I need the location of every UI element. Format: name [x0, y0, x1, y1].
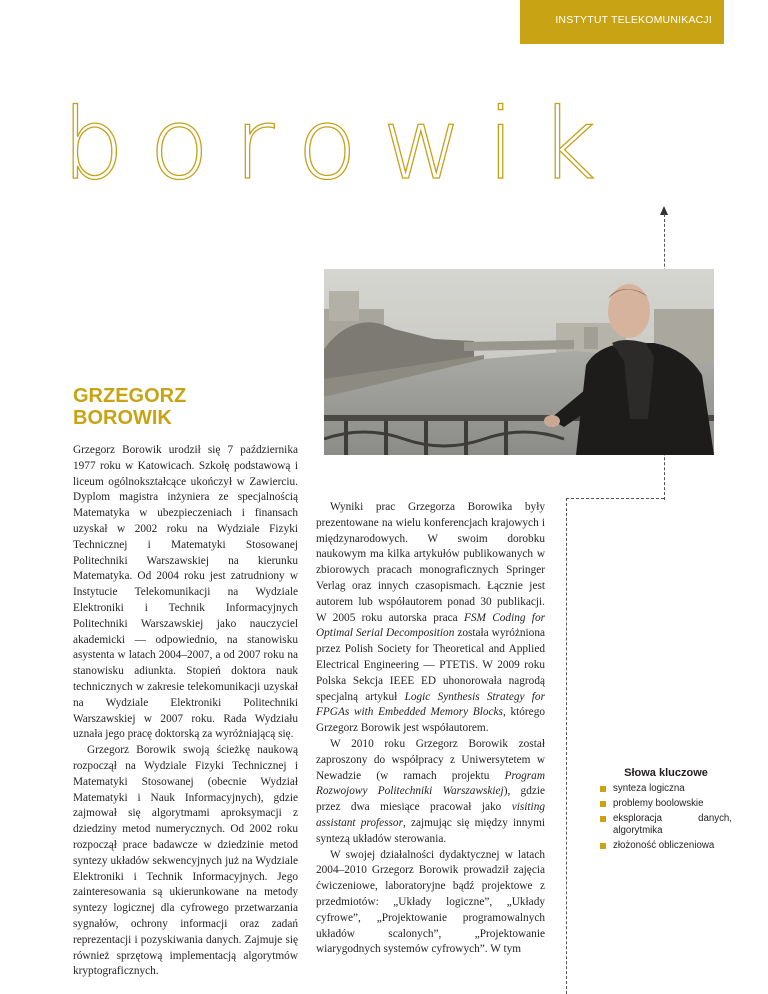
- person-last-name: BOROWIK: [73, 407, 172, 429]
- section-header-tab: [520, 0, 724, 44]
- keywords-title: Słowa kluczowe: [624, 767, 708, 779]
- bio-paragraph: Grzegorz Borowik urodził się 7 października 1977 roku w Katowicach. Szkołę podstawową i liceum ogólnokształcące ukończył w Zawierciu. Dyplom magistra inżyniera ze specjalnością Matematyka w ubezpieczeniach i finansach uzyskał w 2002 roku na Wydziale Fizyki Technicznej i Matematyki Stosowanej Politechniki Warszawskiej na kierunku Matematyka. Od 2004 roku jest zatrudniony w Instytucie Telekomunikacji na Wydziale Elektroniki i Technik Informacyjnych Politechniki Warszawskiej jako nauczyciel akademicki — odpowiednio, na stanowisku asystenta w latach 2004–2007, a od 2007 roku na stanowisku adiunkta. Stopień doktora nauk technicznych w zakresie telekomunikacji uzyskał na Wydziale Elektroniki Politechniki Warszawskiej w 2007 roku. Rada Wydziału uznała jego pracę doktorską za wyróżniającą się.: [73, 444, 298, 741]
- keyword-item: synteza logiczna: [600, 783, 732, 795]
- keywords-list: [600, 783, 732, 852]
- person-first-name: GRZEGORZ: [73, 385, 187, 407]
- biography-column-1: [73, 443, 298, 980]
- decorative-surname: borowik: [62, 88, 622, 202]
- bullet-square-icon: [600, 843, 606, 849]
- keyword-item: problemy boolowskie: [600, 798, 732, 810]
- bullet-square-icon: [600, 816, 606, 822]
- column-divider: [566, 498, 567, 994]
- keywords-box: [600, 767, 732, 855]
- bio-paragraph: Grzegorz Borowik swoją ścieżkę naukową rozpoczął na Wydziale Fizyki Technicznej i Matematyki Stosowanej (obecnie Wydział Matematyki i Nauk Informacyjnych), gdzie zajmował się algorytmami aproksymacji z dziedziny metod numerycznych. Od 2002 roku rozpoczął prace badawcze w dziedzinie metod syntezy układów sekwencyjnych już na Wydziale Elektroniki i Technik Informacyjnych. Jego zainteresowania są ukierunkowane na metody syntezy logicznej dla cyfrowego przetwarzania sygnałów, ochrony informacji oraz zadań reprezentacji i pozyskiwania danych. Zajmuje się również sprzętową implementacją algorytmów kryptograficznych.: [73, 744, 298, 978]
- section-title: INSTYTUT TELEKOMUNIKACJI: [555, 14, 712, 26]
- keyword-item: złożoność obliczeniowa: [600, 840, 732, 852]
- bullet-square-icon: [600, 801, 606, 807]
- bullet-square-icon: [600, 786, 606, 792]
- bio-paragraph: W 2010 roku Grzegorz Borowik został zaproszony do współpracy z Uniwersytetem w Newadzie (w ramach projektu Program Rozwojowy Politechniki Warszawskiej), gdzie przez dwa miesiące pracował jako visiting assistant professor, zajmując się między innymi syntezą układów sterowania.: [316, 737, 546, 845]
- person-name: [73, 385, 186, 429]
- bio-paragraph: W swojej działalności dydaktycznej w latach 2004–2010 Grzegorz Borowik prowadził zajęcia ćwiczeniowe, laboratoryjne bądź projektowe z przedmiotów: „Układy logiczne”, „Układy cyfrowe”, „Projektowanie programowalnych układów scalonych”, „Projektowanie wiarygodnych systemów cyfrowych”. W tym: [316, 848, 545, 956]
- portrait-photo: [324, 269, 714, 455]
- bio-paragraph: Wyniki prac Grzegorza Borowika były prezentowane na wielu konferencjach krajowych i międzynarodowych. W swoim dorobku naukowym ma kilka artykułów publikowanych w zbiorowych pracach monograficznych Springer Verlag oraz innych czasopismach. Łącznie jest autorem lub współautorem ponad 30 publikacji. W 2005 roku autorska praca FSM Coding for Optimal Serial Decomposition została wyróżniona przez Polish Society for Theoretical and Applied Electrical Engineering — PTETiS. W 2009 roku Polska Sekcja IEEE ED uhonorowała nagrodą specjalną artykuł Logic Synthesis Strategy for FPGAs with Embedded Memory Blocks, którego Grzegorz Borowik jest współautorem.: [316, 501, 545, 735]
- dashed-guide-horizontal: [566, 498, 664, 499]
- biography-column-2: [316, 500, 545, 958]
- keyword-item: eksploracja danych, algorytmika: [600, 813, 732, 837]
